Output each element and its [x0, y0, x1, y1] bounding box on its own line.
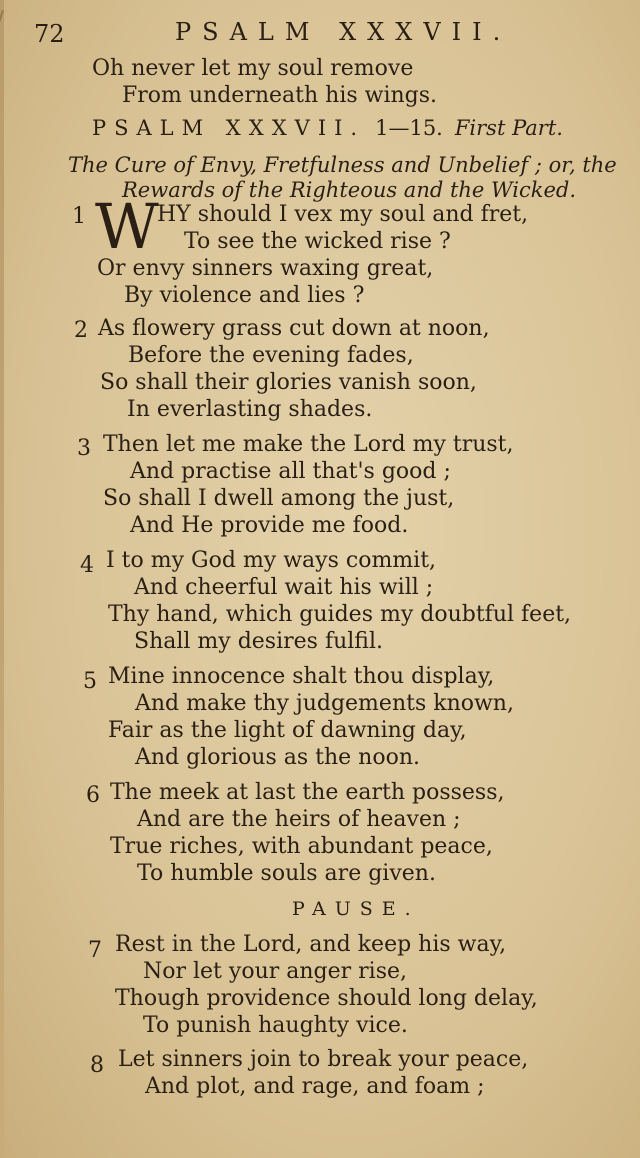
verse-line: Nor let your anger rise,: [143, 959, 407, 984]
verse-line: By violence and lies ?: [124, 283, 365, 308]
verse-line: And practise all that's good ;: [130, 459, 451, 484]
verse-line: Fair as the light of dawning day,: [108, 718, 467, 743]
verse-line: Before the evening fades,: [128, 343, 414, 368]
verse-line: To see the wicked rise ?: [184, 229, 451, 254]
verse-number: 7: [88, 938, 102, 963]
verse-line: So shall their glories vanish soon,: [100, 370, 477, 395]
verse-line: Or envy sinners waxing great,: [97, 256, 434, 281]
verse-number: 3: [77, 436, 91, 461]
verse-line: And are the heirs of heaven ;: [137, 807, 461, 832]
subtitle-line-1: The Cure of Envy, Fretfulness and Unbelief ; or, the: [68, 153, 617, 177]
pause-heading: PAUSE.: [292, 898, 420, 920]
verse-line: Rest in the Lord, and keep his way,: [115, 932, 507, 957]
psalm-heading: [92, 116, 563, 140]
page-edge: [0, 0, 4, 1158]
psalm-heading-range: 1—15.: [375, 116, 443, 140]
verse-line: And plot, and rage, and foam ;: [145, 1074, 485, 1099]
verse-line: To punish haughty vice.: [143, 1013, 408, 1038]
verse-line: To humble souls are given.: [137, 861, 436, 886]
verse-number: 6: [86, 783, 100, 808]
verse-line: And glorious as the noon.: [135, 745, 420, 770]
verse-line: In everlasting shades.: [127, 397, 373, 422]
verse-line: Then let me make the Lord my trust,: [103, 432, 514, 457]
verse-number: 1: [72, 204, 86, 229]
running-title: PSALM XXXVII.: [175, 18, 512, 46]
psalm-heading-part: First Part.: [454, 116, 563, 140]
intro-line-2: From underneath his wings.: [122, 83, 438, 108]
verse-line: And cheerful wait his will ;: [134, 575, 434, 600]
verse-line: True riches, with abundant peace,: [110, 834, 493, 859]
subtitle-line-2: Rewards of the Righteous and the Wicked.: [122, 178, 577, 202]
intro-line-1: Oh never let my soul remove: [92, 56, 414, 81]
verse-number: 2: [74, 318, 88, 343]
drop-cap: W: [95, 190, 159, 263]
verse-line: Thy hand, which guides my doubtful feet,: [108, 602, 572, 627]
verse-line: Let sinners join to break your peace,: [118, 1047, 529, 1072]
verse-line: I to my God my ways commit,: [106, 548, 437, 573]
psalm-heading-title: PSALM XXXVII.: [92, 116, 366, 140]
verse-line: Though providence should long delay,: [115, 986, 538, 1011]
verse-line: Mine innocence shalt thou display,: [108, 664, 495, 689]
verse-line: And He provide me food.: [130, 513, 409, 538]
verse-number: 4: [80, 553, 94, 578]
page-number: 72: [34, 20, 65, 48]
verse-line: HY should I vex my soul and fret,: [157, 202, 529, 227]
verse-line: Shall my desires fulfil.: [134, 629, 384, 654]
verse-line: As flowery grass cut down at noon,: [98, 316, 490, 341]
verse-line: And make thy judgements known,: [135, 691, 514, 716]
verse-number: 8: [90, 1053, 104, 1078]
verse-number: 5: [83, 669, 97, 694]
verse-line: So shall I dwell among the just,: [103, 486, 455, 511]
verse-line: The meek at last the earth possess,: [110, 780, 505, 805]
